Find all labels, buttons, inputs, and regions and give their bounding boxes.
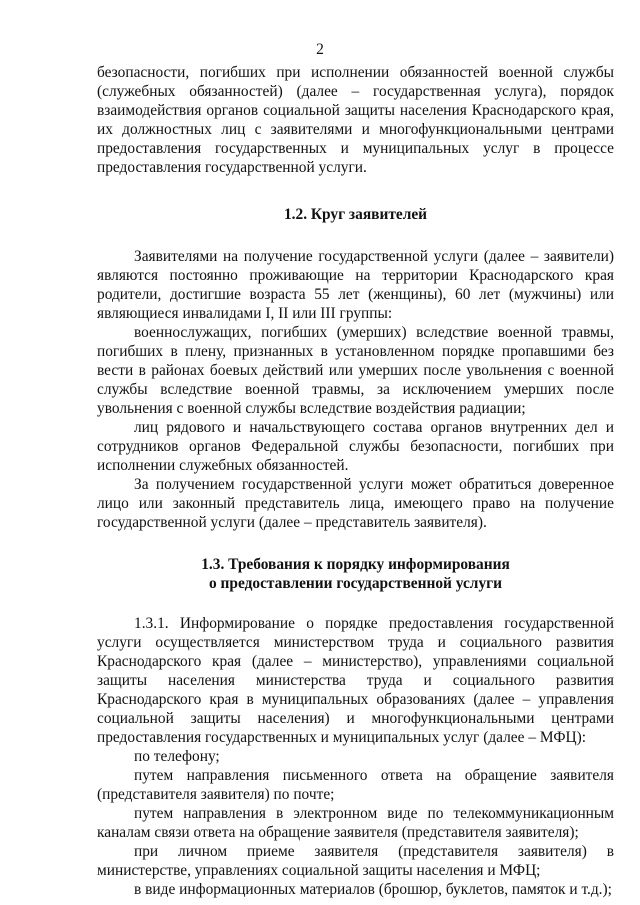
intro-paragraph: безопасности, погибших при исполнении обязанностей военной службы (служебных обязанностей) (далее – государственная услуга), порядок взаимодействия органов социальной защиты населения Краснодарского края, их должностных лиц с заявителями и многофункциональными центрами предоставления государственных и муниципальных услуг в процессе предоставления государственной услуги. <box>97 64 614 176</box>
section-1-3-title-line1: 1.3. Требования к порядку информирования <box>201 556 510 573</box>
list-item-personal: при личном приеме заявителя (представителя заявителя) в министерстве, управлениях социальной защиты населения и МФЦ; <box>97 843 614 879</box>
list-item-materials: в виде информационных материалов (брошюр, буклетов, памяток и т.д.); <box>134 881 612 898</box>
page-number: 2 <box>316 41 324 58</box>
paragraph-1-3-1: 1.3.1. Информирование о порядке предоставления государственной услуги осуществляется министерством труда и социального развития Краснодарского края (далее – министерство), управлениями социальной защиты населения министерства труда и социального развития Краснодарского края в муниципальных образованиях (далее – управления социальной защиты населения) и многофункциональными центрами предоставления государственных и муниципальных услуг (далее – МФЦ): <box>97 615 614 746</box>
list-item-mail: путем направления письменного ответа на обращение заявителя (представителя заявителя) по почте; <box>97 767 614 803</box>
paragraph-internal-affairs: лиц рядового и начальствующего состава органов внутренних дел и сотрудников органов Федеральной службы безопасности, погибших при исполнении служебных обязанностей. <box>97 419 614 474</box>
section-1-3-title-line2: о предоставлении государственной услуги <box>209 575 502 592</box>
document-body <box>97 63 614 899</box>
list-item-electronic: путем направления в электронном виде по телекоммуникационным каналам связи ответа на обращение заявителя (представителя заявителя); <box>97 805 614 841</box>
paragraph-applicants: Заявителями на получение государственной услуги (далее – заявители) являются постоянно проживающие на территории Краснодарского края родители, достигшие возраста 55 лет (женщины), 60 лет (мужчины) или являющиеся инвалидами I, II или III группы: <box>97 248 614 322</box>
list-item-phone: по телефону; <box>134 748 220 765</box>
paragraph-representative: За получением государственной услуги может обратиться доверенное лицо или законный представитель лица, имеющего право на получение государственной услуги (далее – представитель заявителя). <box>97 476 614 531</box>
section-1-2-title: 1.2. Круг заявителей <box>283 206 428 223</box>
paragraph-servicemen: военнослужащих, погибших (умерших) вследствие военной травмы, погибших в плену, признанных в установленном порядке пропавшими без вести в районах боевых действий или умерших после увольнения с военной службы вследствие военной травмы, за исключением умерших после увольнения с военной службы вследствие воздействия радиации; <box>97 324 614 417</box>
section-1-3-title <box>97 555 614 593</box>
